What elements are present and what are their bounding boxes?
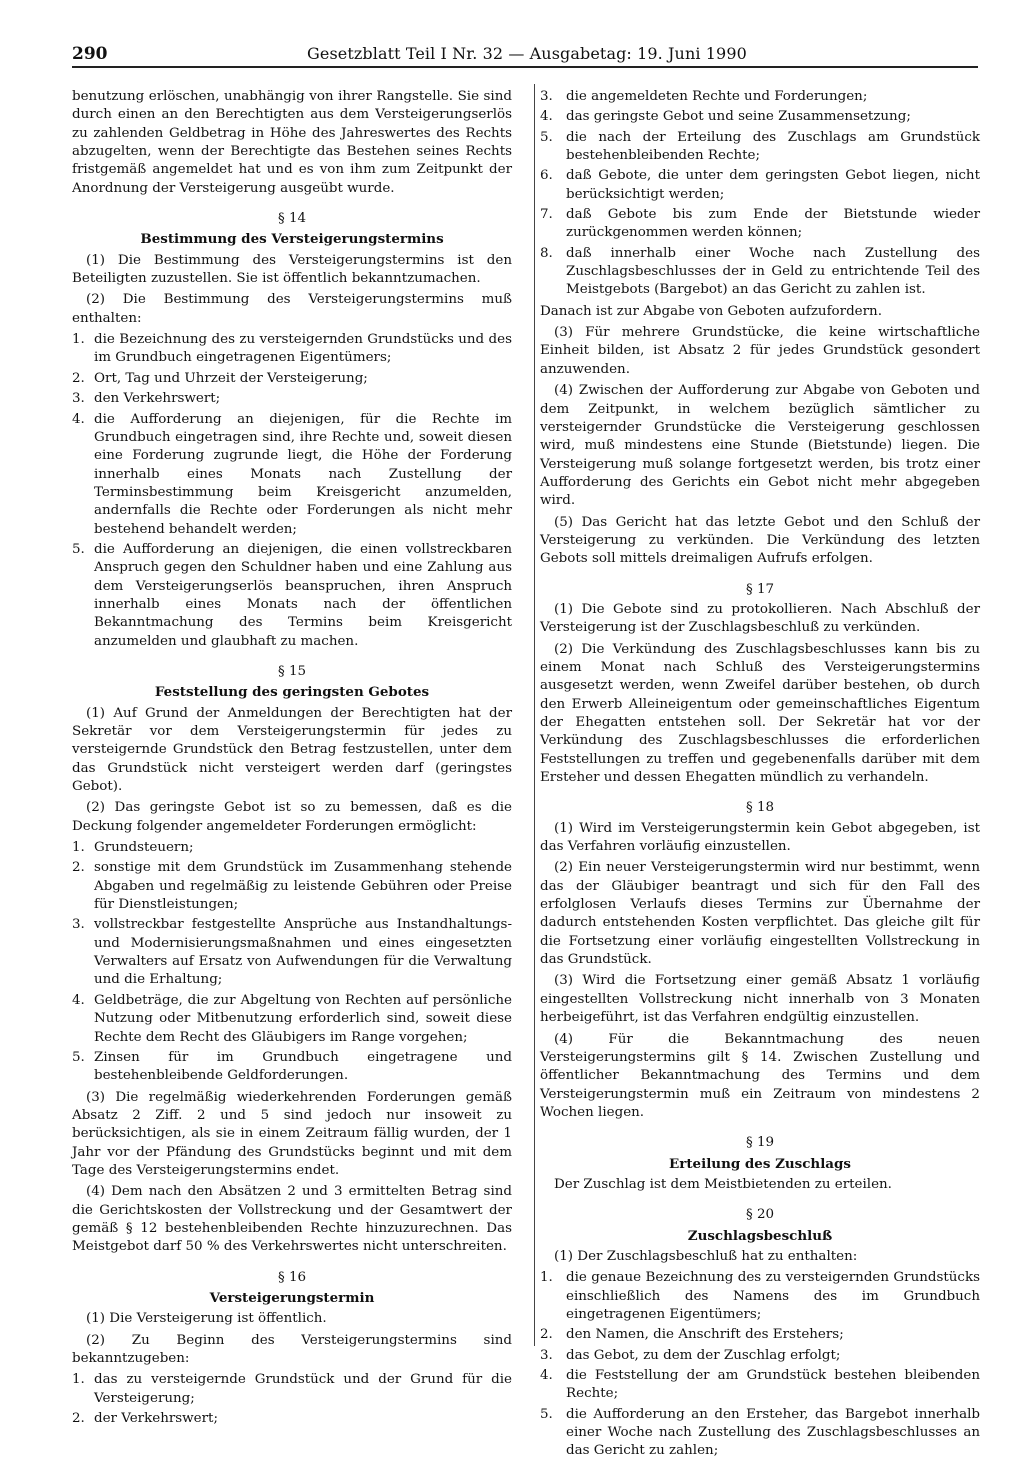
s18-paragraph-1: (1) Wird im Versteigerungstermin kein Gebot abgegeben, ist das Verfahren vorläufig einzustellen.: [540, 820, 980, 855]
s20-paragraph-1: (1) Der Zuschlagsbeschluß hat zu enthalten:: [554, 1248, 858, 1264]
s15-paragraph-4: (4) Dem nach den Absätzen 2 und 3 ermittelten Betrag sind die Gerichtskosten der Vollstreckung und der Gesamtwert der gemäß § 12 bestehenbleibenden Rechte hinzuzurechnen. Das Meistgebot darf 50 % des Verkehrswertes nicht unterschreiten.: [72, 1184, 512, 1255]
s17-paragraph-2: (2) Die Verkündung des Zuschlagsbeschlusses kann bis zu einem Monat nach Schluß des Versteigerungstermins ausgesetzt werden, wenn Zweifel darüber bestehen, ob durch den Erwerb Alleineigentum oder gemeinschaftliches Eigentum der Ehegatten entstehen soll. Der Sekretär hat vor der Verkündung des Zuschlagsbeschlusses die erforderlichen Feststellungen zu treffen und gegebenenfalls darüber mit dem Ersteher und dessen Ehegatten mündlich zu verhandeln.: [540, 641, 980, 786]
list-item: 5. die Aufforderung an den Ersteher, das Bargebot innerhalb einer Woche nach Zustellung des Zuschlagsbeschlusses an das Gericht zu zahlen;: [540, 1406, 980, 1459]
s16-list-continued: [540, 88, 980, 300]
list-item: 1. Grundsteuern;: [72, 840, 194, 856]
s18-paragraph-4: (4) Für die Bekanntmachung des neuen Versteigerungstermins gilt § 14. Zwischen Zustellung und öffentlicher Bekanntmachung des Termins und dem Versteigerungstermin muß ein Zeitraum von mindestens 2 Wochen liegen.: [540, 1031, 980, 1120]
list-item: 4. die Aufforderung an diejenigen, für die Rechte im Grundbuch eingetragen sind, ihre Rechte und, soweit diesen eine Forderung zugrunde liegt, die Höhe der Forderung innerhalb eines Monats nach Zustellung der Terminsbestimmung beim Kreisgericht anzumelden, andernfalls die Rechte oder Forderungen als nicht mehr bestehend behandelt werden;: [72, 411, 512, 537]
section-19-title: Erteilung des Zuschlags: [669, 1155, 851, 1172]
left-column: [72, 88, 512, 1431]
s15-paragraph-2: (2) Das geringste Gebot ist so zu bemessen, daß es die Deckung folgender angemeldeter Forderungen ermöglicht:: [72, 800, 512, 834]
section-15-title: Feststellung des geringsten Gebotes: [154, 684, 430, 701]
section-20-number: § 20: [745, 1207, 775, 1223]
s16-paragraph-3: (3) Für mehrere Grundstücke, die keine wirtschaftliche Einheit bilden, ist Absatz 2 für jedes Grundstück gesondert anzuwenden.: [540, 325, 980, 377]
column-divider: [534, 84, 535, 1346]
list-item: 4. die Feststellung der am Grundstück bestehen bleibenden Rechte;: [540, 1368, 980, 1402]
page-header: [72, 44, 978, 68]
list-item: 2. der Verkehrswert;: [72, 1411, 218, 1427]
s14-paragraph-1: (1) Die Bestimmung des Versteigerungstermins ist den Beteiligten zuzustellen. Sie ist öffentlich bekanntzumachen.: [72, 252, 512, 287]
list-item: 4. Geldbeträge, die zur Abgeltung von Rechten auf persönliche Nutzung oder Mitbenutzung erforderlich sind, soweit diese Rechte dem Recht des Gläubigers im Range vorgehen;: [72, 992, 512, 1045]
section-19-number: § 19: [745, 1135, 775, 1151]
list-item: 6. daß Gebote, die unter dem geringsten Gebot liegen, nicht berücksichtigt werden;: [540, 168, 980, 202]
intro-paragraph: benutzung erlöschen, unabhängig von ihrer Rangstelle. Sie sind durch einen an den Berechtigten aus dem Versteigerungserlös zu zahlenden Geldbetrag in Höhe des Jahreswertes des Rechts abzugelten, wenn der Berechtigte das Bestehen seines Rechts fristgemäß angemeldet hat und es von ihm zum Zeitpunkt der Anordnung der Versteigerung ausgeübt wurde.: [72, 89, 512, 196]
section-14-title: Bestimmung des Versteigerungstermins: [140, 231, 444, 248]
list-item: 1. die genaue Bezeichnung des zu versteigernden Grundstücks einschließlich des Namens des im Grundbuch eingetragenen Eigentümers;: [540, 1270, 980, 1322]
s16-after-list: Danach ist zur Abgabe von Geboten aufzufordern.: [540, 303, 882, 319]
section-16-number: § 16: [277, 1269, 307, 1285]
list-item: 4. das geringste Gebot und seine Zusammensetzung;: [540, 109, 911, 125]
list-item: 3. die angemeldeten Rechte und Forderungen;: [540, 89, 868, 104]
s15-paragraph-3: (3) Die regelmäßig wiederkehrenden Forderungen gemäß Absatz 2 Ziff. 2 und 5 sind jedoch nur insoweit zu berücksichtigen, als sie in einem Zeitraum fällig wurden, der 1 Jahr vor der Pfändung des Grundstücks beginnt und mit dem Tage des Versteigerungstermins endet.: [72, 1089, 512, 1178]
right-column: [540, 88, 980, 1464]
page-number: 290: [72, 44, 108, 64]
s16-paragraph-1: (1) Die Versteigerung ist öffentlich.: [86, 1311, 327, 1327]
gazette-title: Gesetzblatt Teil I Nr. 32 — Ausgabetag: 19. Juni 1990: [307, 44, 747, 63]
section-18-number: § 18: [745, 800, 775, 816]
list-item: 7. daß Gebote bis zum Ende der Bietstunde wieder zurückgenommen werden können;: [540, 207, 980, 241]
list-item: 5. die nach der Erteilung des Zuschlags am Grundstück bestehenbleibenden Rechte;: [540, 129, 980, 164]
s15-paragraph-1: (1) Auf Grund der Anmeldungen der Berechtigten hat der Sekretär vor dem Versteigerungstermin für jedes zu versteigernde Grundstück den Betrag festzustellen, unter dem das Grundstück nicht versteigert werden darf (geringstes Gebot).: [72, 705, 512, 795]
list-item: 2. sonstige mit dem Grundstück im Zusammenhang stehende Abgaben und regelmäßig zu leistende Gebühren oder Preise für Dienstleistungen;: [72, 860, 512, 913]
section-20-title: Zuschlagsbeschluß: [687, 1227, 833, 1244]
list-item: 2. Ort, Tag und Uhrzeit der Versteigerung;: [72, 370, 368, 386]
s20-list: [540, 1269, 980, 1460]
list-item: 5. Zinsen für im Grundbuch eingetragene und bestehenbleibende Geldforderungen.: [72, 1049, 512, 1084]
list-item: 1. die Bezeichnung des zu versteigernden Grundstücks und des im Grundbuch eingetragenen Eigentümers;: [72, 332, 512, 366]
s16-paragraph-4: (4) Zwischen der Aufforderung zur Abgabe von Geboten und dem Zeitpunkt, in welchem bezüglich sämtlicher zu versteigernder Grundstücke die Versteigerung geschlossen wird, muß mindestens eine Stunde (Bietstunde) liegen. Die Versteigerung muß solange fortgesetzt werden, bis trotz einer Aufforderung des Gerichts ein Gebot nicht mehr abgegeben wird.: [540, 383, 980, 509]
list-item: 5. die Aufforderung an diejenigen, die einen vollstreckbaren Anspruch gegen den Schuldner haben und eine Zahlung aus dem Versteigerungserlös beanspruchen, ihren Anspruch innerhalb eines Monats nach der öffentlichen Bekanntmachung des Termins beim Kreisgericht anzumelden und glaubhaft zu machen.: [72, 541, 512, 649]
section-15-number: § 15: [277, 663, 307, 679]
list-item: 8. daß innerhalb einer Woche nach Zustellung des Zuschlagsbeschlusses der in Geld zu entrichtende Teil des Meistgebots (Bargebot) an das Gericht zu zahlen ist.: [540, 245, 980, 298]
s19-paragraph-1: Der Zuschlag ist dem Meistbietenden zu erteilen.: [554, 1176, 892, 1192]
s14-list: [72, 331, 512, 651]
s18-paragraph-2: (2) Ein neuer Versteigerungstermin wird nur bestimmt, wenn das der Gläubiger beantragt und sich für den Fall des erfolglosen Verlaufs dieses Termins zur Übernahme der dadurch entstehenden Kosten verpflichtet. Das gleiche gilt für die Fortsetzung einer vorläufig eingestellten Vollstreckung in das Grundstück.: [540, 860, 980, 968]
list-item: 3. vollstreckbar festgestellte Ansprüche aus Instandhaltungs- und Modernisierungsmaßnahmen und eines eingesetzten Verwalters auf Ersatz von Aufwendungen für die Verwaltung und die Erhaltung;: [72, 917, 512, 988]
s14-paragraph-2: (2) Die Bestimmung des Versteigerungstermins muß enthalten:: [72, 292, 512, 326]
list-item: 2. den Namen, die Anschrift des Erstehers;: [540, 1327, 844, 1343]
s18-paragraph-3: (3) Wird die Fortsetzung einer gemäß Absatz 1 vorläufig eingestellten Vollstreckung nicht innerhalb von 3 Monaten herbeigeführt, ist das Verfahren endgültig einzustellen.: [540, 973, 980, 1026]
s16-paragraph-5: (5) Das Gericht hat das letzte Gebot und den Schluß der Versteigerung zu verkünden. Die Verkündung des letzten Gebots soll mittels dreimaligen Aufrufs erfolgen.: [540, 514, 980, 567]
s16-list: [72, 1371, 512, 1428]
s17-paragraph-1: (1) Die Gebote sind zu protokollieren. Nach Abschluß der Versteigerung ist der Zuschlagsbeschluß zu verkünden.: [540, 601, 980, 636]
section-17-number: § 17: [745, 581, 775, 597]
section-14-number: § 14: [277, 211, 307, 227]
list-item: 3. den Verkehrswert;: [72, 391, 221, 407]
list-item: 1. das zu versteigernde Grundstück und der Grund für die Versteigerung;: [72, 1372, 512, 1406]
s16-paragraph-2: (2) Zu Beginn des Versteigerungstermins sind bekanntzugeben:: [72, 1332, 512, 1366]
section-16-title: Versteigerungstermin: [209, 1289, 375, 1306]
s15-list: [72, 839, 512, 1085]
list-item: 3. das Gebot, zu dem der Zuschlag erfolgt;: [540, 1347, 841, 1363]
